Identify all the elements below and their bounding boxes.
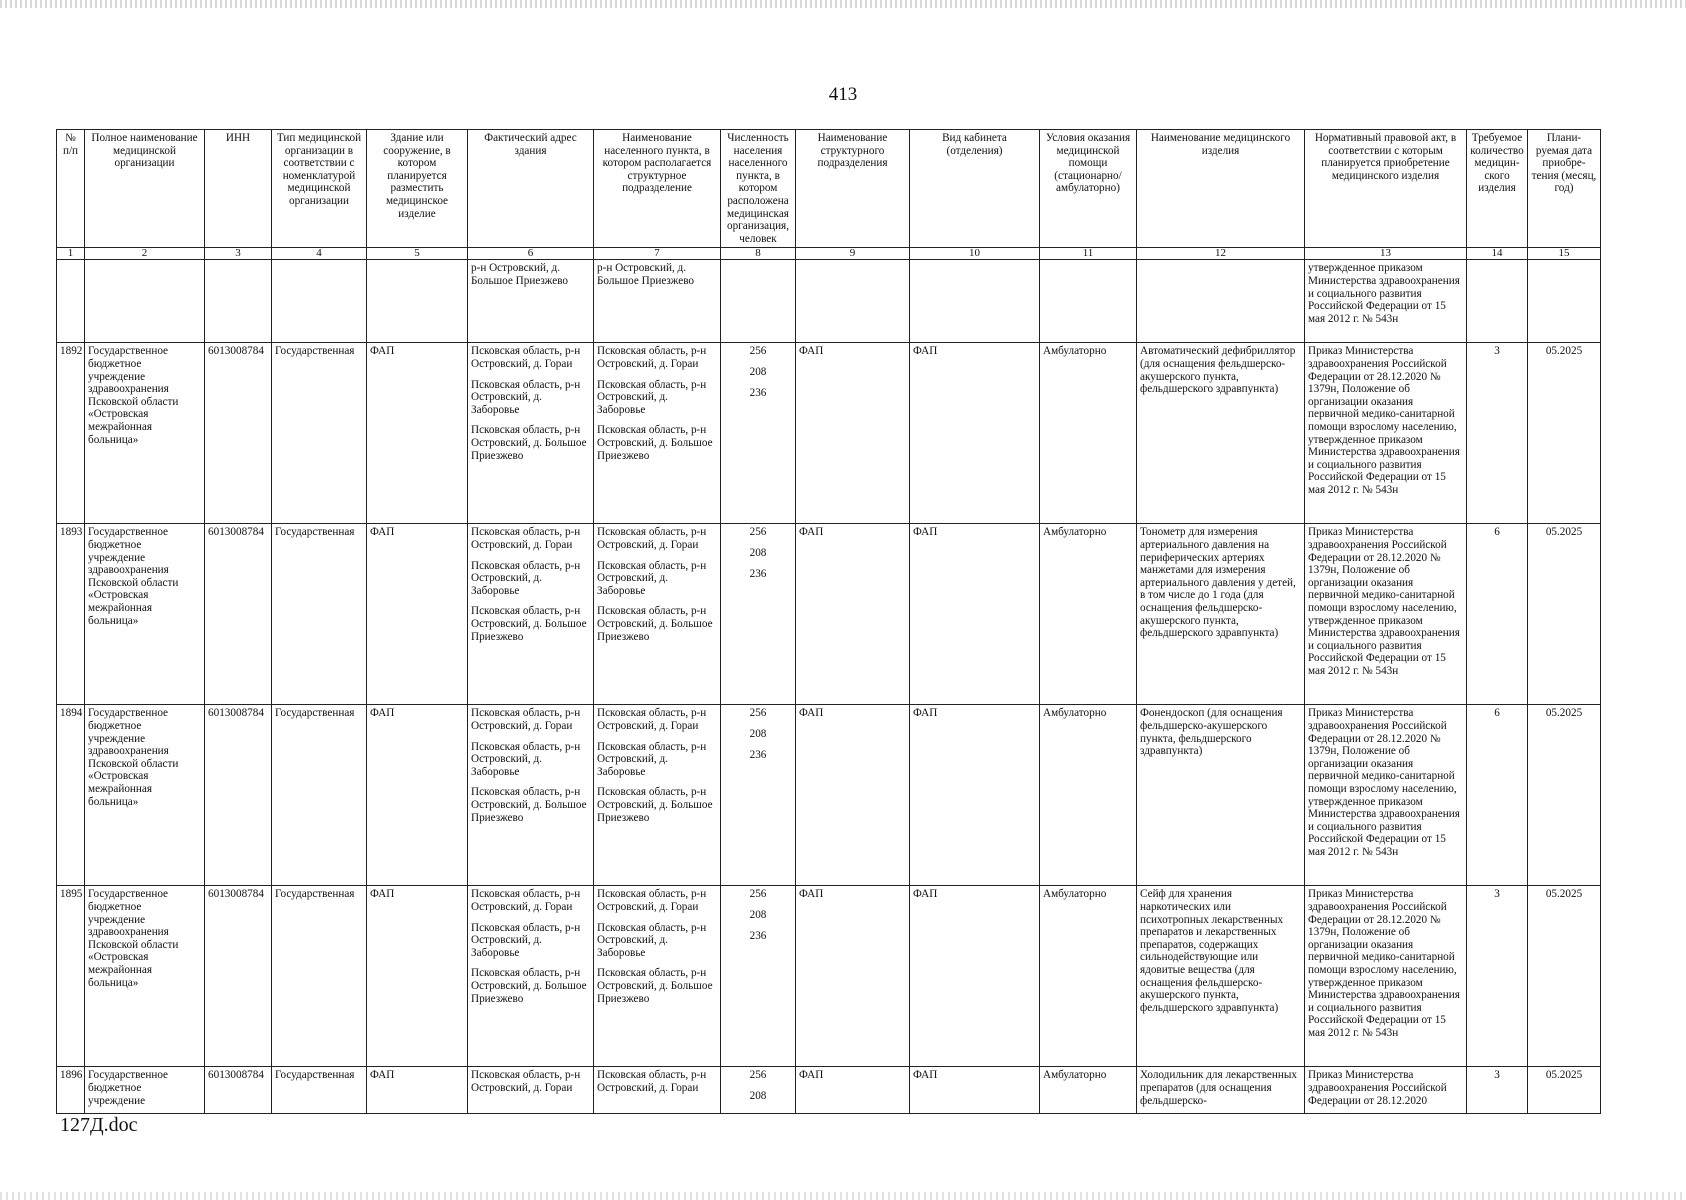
cell-num: 1896: [57, 1067, 85, 1113]
cell-unit: ФАП: [796, 705, 910, 886]
cell-type: Государственная: [272, 343, 367, 524]
cell-org: Государственное бюджетное учреждение: [85, 1067, 205, 1113]
header-cell-8: Численность населения населенного пункта, в котором расположена медицинская организация, человек: [721, 130, 796, 248]
settlement-item: Псковская область, р-н Островский, д. Большое Приезжево: [597, 786, 713, 824]
cell-address: [468, 886, 594, 1067]
column-number-12: 12: [1137, 248, 1305, 260]
header-cell-11: Условия оказания медицинской помощи (стационарно/ амбулаторно): [1040, 130, 1137, 248]
address-item: Псковская область, р-н Островский, д. Большое Приезжево: [471, 967, 587, 1005]
settlement-item: Псковская область, р-н Островский, д. Большое Приезжево: [597, 967, 713, 1005]
column-number-3: 3: [205, 248, 272, 260]
cell-quantity: 6: [1467, 524, 1528, 705]
address-item: Псковская область, р-н Островский, д. Гораи: [471, 345, 581, 370]
cell-conditions: Амбулаторно: [1040, 343, 1137, 524]
cell-type: Государственная: [272, 705, 367, 886]
cell-conditions: Амбулаторно: [1040, 1067, 1137, 1113]
cell-settlement: [594, 886, 721, 1067]
column-number-8: 8: [721, 248, 796, 260]
cell-building: ФАП: [367, 524, 468, 705]
address-item: Псковская область, р-н Островский, д. Заборовье: [471, 378, 581, 416]
cell-conditions: Амбулаторно: [1040, 705, 1137, 886]
cell-quantity: 3: [1467, 886, 1528, 1067]
table-row: [57, 886, 1601, 1067]
cell-date: 05.2025: [1528, 524, 1601, 705]
population-item: 256: [749, 888, 767, 901]
cell-device: Тонометр для измерения артериального давления на периферических артериях манжетами для измерения артериального давления у детей, в том числе до 1 года (для оснащения фельдшерско-акушерского пункта, фельдшерского здравпункта): [1137, 524, 1305, 705]
cell-inn: [205, 260, 272, 343]
settlement-item: Псковская область, р-н Островский, д. Гораи: [597, 888, 707, 913]
settlement-item: Псковская область, р-н Островский, д. Заборовье: [597, 559, 707, 597]
header-cell-3: ИНН: [205, 130, 272, 248]
cell-date: 05.2025: [1528, 343, 1601, 524]
cell-device: Фонендоскоп (для оснащения фельдшерско-акушерского пункта, фельдшерского здравпункта): [1137, 705, 1305, 886]
header-cell-2: Полное наименование медицинской организации: [85, 130, 205, 248]
table-row: [57, 1067, 1601, 1113]
settlement-item: Псковская область, р-н Островский, д. Гораи: [597, 707, 707, 732]
cell-type: Государственная: [272, 1067, 367, 1113]
cell-conditions: Амбулаторно: [1040, 886, 1137, 1067]
cell-inn: 6013008784: [205, 886, 272, 1067]
address-item: Псковская область, р-н Островский, д. Гораи: [471, 526, 581, 551]
cell-building: ФАП: [367, 705, 468, 886]
header-cell-12: Наименование медицинского изделия: [1137, 130, 1305, 248]
cell-org: Государственное бюджетное учреждение здравоохранения Псковской области «Островская межрайонная больница»: [85, 524, 205, 705]
cell-address: [468, 524, 594, 705]
cell-unit: ФАП: [796, 1067, 910, 1113]
cell-date: 05.2025: [1528, 705, 1601, 886]
table-header-row: [57, 130, 1601, 248]
population-item: 208: [749, 908, 767, 921]
cell-legal-act: утвержденное приказом Министерства здравоохранения и социального развития Российской Федерации от 15 мая 2012 г. № 543н: [1305, 260, 1467, 343]
cell-date: [1528, 260, 1601, 343]
header-cell-5: Здание или сооружение, в котором планируется разместить медицинское изделие: [367, 130, 468, 248]
cell-inn: 6013008784: [205, 524, 272, 705]
cell-unit: ФАП: [796, 886, 910, 1067]
settlement-item: Псковская область, р-н Островский, д. Заборовье: [597, 740, 707, 778]
cell-legal-act: Приказ Министерства здравоохранения Российской Федерации от 28.12.2020 № 1379н, Положение об организации оказания первичной медико-санитарной помощи взрослому населению, утвержденное приказом Министерства здравоохранения и социального развития Российской Федерации от 15 мая 2012 г. № 543н: [1305, 524, 1467, 705]
cell-inn: 6013008784: [205, 1067, 272, 1113]
cell-quantity: 3: [1467, 343, 1528, 524]
settlement-item: Псковская область, р-н Островский, д. Большое Приезжево: [597, 605, 713, 643]
address-item: Псковская область, р-н Островский, д. Заборовье: [471, 921, 581, 959]
header-cell-9: Наименование структурного подразделения: [796, 130, 910, 248]
population-item: 236: [749, 748, 767, 761]
cell-population: [721, 260, 796, 343]
cell-device: Автоматический дефибриллятор (для оснащения фельдшерско-акушерского пункта, фельдшерского здравпункта): [1137, 343, 1305, 524]
page-number: 413: [828, 84, 858, 105]
continuation-row: [57, 260, 1601, 343]
cell-legal-act: Приказ Министерства здравоохранения Российской Федерации от 28.12.2020: [1305, 1067, 1467, 1113]
scan-edge-bottom: [0, 1192, 1686, 1200]
column-number-2: 2: [85, 248, 205, 260]
header-cell-10: Вид кабинета (отделения): [910, 130, 1040, 248]
column-number-11: 11: [1040, 248, 1137, 260]
table-row: [57, 343, 1601, 524]
header-cell-14: Требуемое количество медицин-ского изделия: [1467, 130, 1528, 248]
cell-inn: 6013008784: [205, 343, 272, 524]
cell-org: [85, 260, 205, 343]
cell-date: 05.2025: [1528, 1067, 1601, 1113]
address-item: Псковская область, р-н Островский, д. Заборовье: [471, 559, 581, 597]
cell-inn: 6013008784: [205, 705, 272, 886]
cell-num: 1895: [57, 886, 85, 1067]
cell-cabinet: ФАП: [910, 524, 1040, 705]
cell-quantity: 6: [1467, 705, 1528, 886]
cell-population: [721, 886, 796, 1067]
address-item: р-н Островский, д. Большое Приезжево: [471, 262, 568, 287]
column-number-9: 9: [796, 248, 910, 260]
header-cell-7: Наименование населенного пункта, в котором располагается структурное подразделение: [594, 130, 721, 248]
address-item: Псковская область, р-н Островский, д. Гораи: [471, 888, 581, 913]
column-number-7: 7: [594, 248, 721, 260]
header-cell-1: № п/п: [57, 130, 85, 248]
column-number-15: 15: [1528, 248, 1601, 260]
cell-num: [57, 260, 85, 343]
cell-population: [721, 705, 796, 886]
cell-cabinet: ФАП: [910, 705, 1040, 886]
address-item: Псковская область, р-н Островский, д. Заборовье: [471, 740, 581, 778]
column-number-4: 4: [272, 248, 367, 260]
address-item: Псковская область, р-н Островский, д. Большое Приезжево: [471, 424, 587, 462]
cell-population: [721, 524, 796, 705]
settlement-item: р-н Островский, д. Большое Приезжево: [597, 262, 694, 287]
address-item: Псковская область, р-н Островский, д. Гораи: [471, 707, 581, 732]
cell-building: ФАП: [367, 1067, 468, 1113]
column-number-6: 6: [468, 248, 594, 260]
column-number-10: 10: [910, 248, 1040, 260]
cell-population: [721, 1067, 796, 1113]
cell-device: Холодильник для лекарственных препаратов (для оснащения фельдшерско-: [1137, 1067, 1305, 1113]
header-cell-6: Фактический адрес здания: [468, 130, 594, 248]
cell-quantity: [1467, 260, 1528, 343]
cell-date: 05.2025: [1528, 886, 1601, 1067]
header-cell-4: Тип медицинской организации в соответствии с номенклатурой медицинской организации: [272, 130, 367, 248]
cell-building: ФАП: [367, 343, 468, 524]
population-item: 256: [749, 1069, 767, 1082]
cell-address: [468, 1067, 594, 1113]
address-item: Псковская область, р-н Островский, д. Большое Приезжево: [471, 786, 587, 824]
cell-type: Государственная: [272, 886, 367, 1067]
cell-population: [721, 343, 796, 524]
cell-building: ФАП: [367, 886, 468, 1067]
population-item: 256: [749, 707, 767, 720]
cell-org: Государственное бюджетное учреждение здравоохранения Псковской области «Островская межрайонная больница»: [85, 343, 205, 524]
population-item: 236: [749, 386, 767, 399]
cell-num: 1894: [57, 705, 85, 886]
scan-edge-top: [0, 0, 1686, 8]
cell-settlement: [594, 343, 721, 524]
cell-unit: ФАП: [796, 524, 910, 705]
settlement-item: Псковская область, р-н Островский, д. Большое Приезжево: [597, 424, 713, 462]
cell-cabinet: ФАП: [910, 886, 1040, 1067]
cell-settlement: [594, 260, 721, 343]
address-item: Псковская область, р-н Островский, д. Гораи: [471, 1069, 581, 1094]
cell-conditions: [1040, 260, 1137, 343]
cell-unit: [796, 260, 910, 343]
cell-device: Сейф для хранения наркотических или психотропных лекарственных препаратов и лекарственных препаратов, содержащих сильнодействующие или ядовитые вещества (для оснащения фельдшерско-акушерского пункта, фельдшерского здравпункта): [1137, 886, 1305, 1067]
column-number-row: [57, 248, 1601, 260]
population-item: 256: [749, 345, 767, 358]
population-item: 208: [749, 546, 767, 559]
cell-cabinet: [910, 260, 1040, 343]
table-row: [57, 524, 1601, 705]
population-item: 236: [749, 567, 767, 580]
column-number-14: 14: [1467, 248, 1528, 260]
cell-num: 1892: [57, 343, 85, 524]
settlement-item: Псковская область, р-н Островский, д. Заборовье: [597, 921, 707, 959]
population-item: 236: [749, 929, 767, 942]
settlement-item: Псковская область, р-н Островский, д. Гораи: [597, 526, 707, 551]
cell-settlement: [594, 524, 721, 705]
cell-address: [468, 705, 594, 886]
cell-org: Государственное бюджетное учреждение здравоохранения Псковской области «Островская межрайонная больница»: [85, 705, 205, 886]
cell-legal-act: Приказ Министерства здравоохранения Российской Федерации от 28.12.2020 № 1379н, Положение об организации оказания первичной медико-санитарной помощи взрослому населению, утвержденное приказом Министерства здравоохранения и социального развития Российской Федерации от 15 мая 2012 г. № 543н: [1305, 705, 1467, 886]
cell-device: [1137, 260, 1305, 343]
cell-num: 1893: [57, 524, 85, 705]
table-row: [57, 705, 1601, 886]
header-cell-15: Плани-руемая дата приобре-тения (месяц, год): [1528, 130, 1601, 248]
cell-legal-act: Приказ Министерства здравоохранения Российской Федерации от 28.12.2020 № 1379н, Положение об организации оказания первичной медико-санитарной помощи взрослому населению, утвержденное приказом Министерства здравоохранения и социального развития Российской Федерации от 15 мая 2012 г. № 543н: [1305, 886, 1467, 1067]
footer-doc-name: 127Д.doc: [60, 1114, 138, 1136]
equipment-table: [56, 129, 1601, 1114]
header-cell-13: Нормативный правовой акт, в соответствии с которым планируется приобретение медицинского изделия: [1305, 130, 1467, 248]
cell-address: [468, 260, 594, 343]
cell-settlement: [594, 705, 721, 886]
column-number-5: 5: [367, 248, 468, 260]
cell-settlement: [594, 1067, 721, 1113]
population-item: 208: [749, 365, 767, 378]
settlement-item: Псковская область, р-н Островский, д. Гораи: [597, 1069, 707, 1094]
cell-type: [272, 260, 367, 343]
settlement-item: Псковская область, р-н Островский, д. Гораи: [597, 345, 707, 370]
cell-legal-act: Приказ Министерства здравоохранения Российской Федерации от 28.12.2020 № 1379н, Положение об организации оказания первичной медико-санитарной помощи взрослому населению, утвержденное приказом Министерства здравоохранения и социального развития Российской Федерации от 15 мая 2012 г. № 543н: [1305, 343, 1467, 524]
cell-type: Государственная: [272, 524, 367, 705]
cell-quantity: 3: [1467, 1067, 1528, 1113]
settlement-item: Псковская область, р-н Островский, д. Заборовье: [597, 378, 707, 416]
population-item: 256: [749, 526, 767, 539]
cell-address: [468, 343, 594, 524]
population-item: 208: [749, 1089, 767, 1102]
cell-cabinet: ФАП: [910, 1067, 1040, 1113]
cell-conditions: Амбулаторно: [1040, 524, 1137, 705]
column-number-13: 13: [1305, 248, 1467, 260]
address-item: Псковская область, р-н Островский, д. Большое Приезжево: [471, 605, 587, 643]
cell-cabinet: ФАП: [910, 343, 1040, 524]
cell-building: [367, 260, 468, 343]
cell-unit: ФАП: [796, 343, 910, 524]
population-item: 208: [749, 727, 767, 740]
cell-org: Государственное бюджетное учреждение здравоохранения Псковской области «Островская межрайонная больница»: [85, 886, 205, 1067]
column-number-1: 1: [57, 248, 85, 260]
